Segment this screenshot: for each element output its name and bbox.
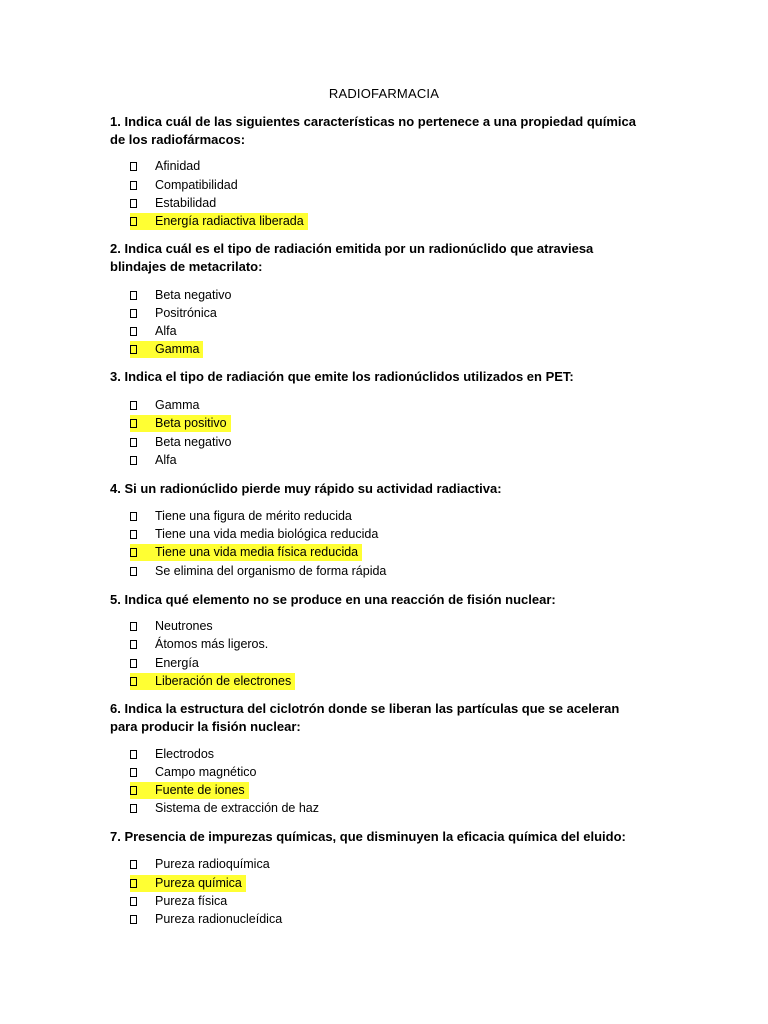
- option-5d-answer: [130, 673, 295, 690]
- option-label: Energía: [155, 656, 199, 670]
- question-5: 5. Indica qué elemento no se produce en una reacción de fisión nuclear:: [110, 592, 556, 607]
- option-2a: [130, 287, 232, 304]
- option-7d: [130, 911, 283, 928]
- checkbox-icon: [130, 401, 137, 410]
- option-1c: [130, 195, 217, 212]
- checkbox-icon: [130, 768, 137, 777]
- option-label: Energía radiactiva liberada: [155, 214, 304, 228]
- checkbox-icon: [130, 181, 137, 190]
- checkbox-icon: [130, 659, 137, 668]
- option-2d-answer: [130, 341, 203, 358]
- question-6: 6. Indica la estructura del ciclotrón donde se liberan las partículas que se aceleran para producir la fisión nuclear:: [110, 701, 620, 734]
- option-2c: [130, 323, 178, 340]
- option-label: Pureza radioquímica: [155, 857, 270, 871]
- checkbox-icon: [130, 677, 137, 686]
- page-title: RADIOFARMACIA: [328, 86, 440, 101]
- option-4c-answer: [130, 544, 362, 561]
- option-label: Electrodos: [155, 747, 215, 761]
- option-5b: [130, 636, 269, 653]
- option-4a: [130, 508, 353, 525]
- checkbox-icon: [130, 786, 137, 795]
- option-label: Alfa: [155, 324, 177, 338]
- option-label: Tiene una figura de mérito reducida: [155, 509, 352, 523]
- option-3d: [130, 452, 178, 469]
- option-4b: [130, 526, 379, 543]
- checkbox-icon: [130, 438, 137, 447]
- option-1b: [130, 177, 239, 194]
- option-5c: [130, 655, 200, 672]
- option-2b: [130, 305, 218, 322]
- option-label: Gamma: [155, 398, 200, 412]
- option-label: Se elimina del organismo de forma rápida: [155, 564, 387, 578]
- checkbox-icon: [130, 309, 137, 318]
- checkbox-icon: [130, 345, 137, 354]
- checkbox-icon: [130, 622, 137, 631]
- option-1a: [130, 158, 201, 175]
- option-label: Pureza radionucleídica: [155, 912, 283, 926]
- option-label: Beta negativo: [155, 435, 232, 449]
- checkbox-icon: [130, 291, 137, 300]
- option-label: Gamma: [155, 342, 200, 356]
- option-3a: [130, 397, 200, 414]
- option-label: Compatibilidad: [155, 178, 238, 192]
- checkbox-icon: [130, 327, 137, 336]
- checkbox-icon: [130, 419, 137, 428]
- checkbox-icon: [130, 915, 137, 924]
- checkbox-icon: [130, 567, 137, 576]
- option-label: Liberación de electrones: [155, 674, 292, 688]
- checkbox-icon: [130, 897, 137, 906]
- checkbox-icon: [130, 548, 137, 557]
- option-3c: [130, 434, 232, 451]
- question-2: 2. Indica cuál es el tipo de radiación emitida por un radionúclido que atraviesa blindajes de metacrilato:: [110, 241, 594, 274]
- option-7a: [130, 856, 271, 873]
- checkbox-icon: [130, 217, 137, 226]
- option-label: Alfa: [155, 453, 177, 467]
- checkbox-icon: [130, 750, 137, 759]
- option-label: Neutrones: [155, 619, 213, 633]
- checkbox-icon: [130, 860, 137, 869]
- question-1: 1. Indica cuál de las siguientes características no pertenece a una propiedad química de los radiofármacos:: [110, 114, 636, 147]
- option-7c: [130, 893, 228, 910]
- option-5a: [130, 618, 214, 635]
- checkbox-icon: [130, 162, 137, 171]
- option-label: Beta positivo: [155, 416, 227, 430]
- checkbox-icon: [130, 640, 137, 649]
- option-label: Pureza química: [155, 876, 242, 890]
- option-label: Pureza física: [155, 894, 228, 908]
- option-label: Sistema de extracción de haz: [155, 801, 319, 815]
- option-6c-answer: [130, 782, 249, 799]
- option-label: Tiene una vida media física reducida: [155, 545, 359, 559]
- checkbox-icon: [130, 456, 137, 465]
- question-4: 4. Si un radionúclido pierde muy rápido su actividad radiactiva:: [110, 481, 502, 496]
- option-label: Átomos más ligeros.: [155, 637, 269, 651]
- checkbox-icon: [130, 804, 137, 813]
- option-6b: [130, 764, 257, 781]
- option-label: Positrónica: [155, 306, 217, 320]
- option-4d: [130, 563, 387, 580]
- option-label: Fuente de iones: [155, 783, 245, 797]
- checkbox-icon: [130, 879, 137, 888]
- option-6a: [130, 746, 215, 763]
- option-3b-answer: [130, 415, 231, 432]
- checkbox-icon: [130, 199, 137, 208]
- question-3: 3. Indica el tipo de radiación que emite los radionúclidos utilizados en PET:: [110, 369, 574, 384]
- option-label: Beta negativo: [155, 288, 232, 302]
- option-7b-answer: [130, 875, 246, 892]
- option-1d-answer: [130, 213, 308, 230]
- option-label: Afinidad: [155, 159, 201, 173]
- option-6d: [130, 800, 320, 817]
- checkbox-icon: [130, 512, 137, 521]
- option-label: Estabilidad: [155, 196, 217, 210]
- question-7: 7. Presencia de impurezas químicas, que disminuyen la eficacia química del eluido:: [110, 829, 626, 844]
- option-label: Tiene una vida media biológica reducida: [155, 527, 379, 541]
- checkbox-icon: [130, 530, 137, 539]
- option-label: Campo magnético: [155, 765, 257, 779]
